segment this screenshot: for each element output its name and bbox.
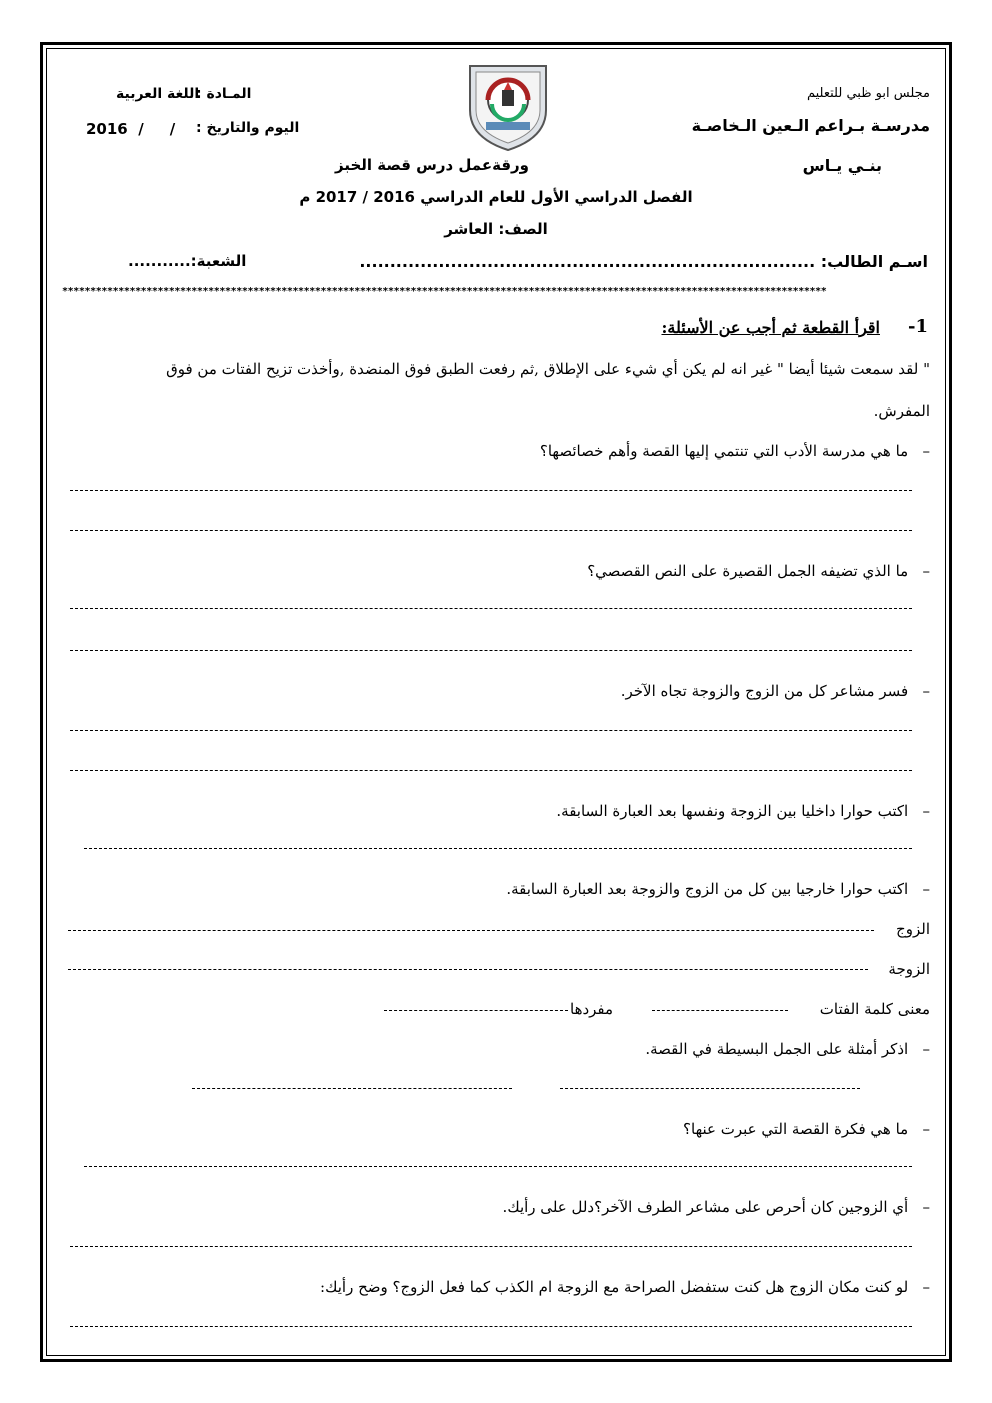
question-item-4: [556, 802, 930, 820]
meaning-answer-line[interactable]: [652, 1010, 788, 1011]
question-text: اكتب حوارا داخليا بين الزوجة ونفسها بعد العبارة السابقة.: [556, 802, 909, 820]
answer-line[interactable]: [84, 848, 912, 849]
question-text: اكتب حوارا خارجيا بين كل من الزوج والزوجة بعد العبارة السابقة.: [506, 880, 909, 898]
answer-line[interactable]: [70, 530, 912, 531]
date-label: اليوم والتاريخ :: [196, 120, 300, 136]
question-text: لو كنت مكان الزوج هل كنت ستفضل الصراحة مع الزوجة ام الكذب كما فعل الزوج؟ وضح رأيك:: [320, 1278, 909, 1296]
answer-line[interactable]: [70, 490, 912, 491]
question-title: اقرأ القطعة ثم أجب عن الأسئلة:: [661, 318, 880, 337]
section-field: الشعبة:...........: [128, 252, 247, 270]
bullet-dash: –: [922, 1278, 930, 1296]
student-name-field: اسـم الطالب: ...........................................................................: [359, 252, 928, 271]
answer-line[interactable]: [70, 770, 912, 771]
answer-line[interactable]: [84, 1166, 912, 1167]
worksheet-title: ورقةعمل درس قصة الخبز: [334, 156, 529, 174]
term-label: الفصل الدراسي الأول للعام الدراسي 2016 / 2017 م: [299, 188, 693, 206]
divider-stars: ****************************************************************************************************************************************: [62, 286, 827, 297]
answer-line[interactable]: [70, 608, 912, 609]
school-location: بنـي يـاس: [802, 156, 882, 175]
bullet-dash: –: [922, 1198, 930, 1216]
passage-line-2: المفرش.: [873, 402, 930, 420]
question-item-1: [540, 442, 930, 460]
answer-line[interactable]: [70, 1326, 912, 1327]
bullet-dash: –: [922, 802, 930, 820]
question-text: ما الذي تضيفه الجمل القصيرة على النص القصصي؟: [587, 562, 909, 580]
question-text: أي الزوجين كان أحرص على مشاعر الطرف الآخر؟دلل على رأيك.: [502, 1198, 909, 1216]
bullet-dash: –: [922, 442, 930, 460]
question-text: اذكر أمثلة على الجمل البسيطة في القصة.: [645, 1040, 909, 1058]
meaning-label: معنى كلمة الفتات: [819, 1000, 930, 1018]
page-border-inner: [46, 48, 946, 1356]
wife-label: الزوجة: [888, 960, 930, 978]
bullet-dash: –: [922, 1120, 930, 1138]
subject-label: المـادة :: [196, 86, 252, 102]
bullet-dash: –: [922, 562, 930, 580]
council-name: مجلس ابو ظبي للتعليم: [806, 86, 930, 101]
bullet-dash: –: [922, 682, 930, 700]
answer-line[interactable]: [560, 1088, 860, 1089]
school-name: مدرسـة بـراعم الـعين الـخاصـة: [691, 116, 930, 135]
question-item-7: [683, 1120, 930, 1138]
question-item-6: [645, 1040, 930, 1058]
answer-line[interactable]: [70, 1246, 912, 1247]
bullet-dash: –: [922, 880, 930, 898]
wife-answer-line[interactable]: [68, 969, 868, 970]
singular-answer-line[interactable]: [384, 1010, 568, 1011]
answer-line[interactable]: [192, 1088, 512, 1089]
question-text: ما هي مدرسة الأدب التي تنتمي إليها القصة وأهم خصائصها؟: [539, 442, 909, 460]
date-value: 2016 / /: [86, 120, 176, 138]
grade-label: الصف: العاشر: [444, 220, 548, 238]
question-text: ما هي فكرة القصة التي عبرت عنها؟: [683, 1120, 909, 1138]
subject-value: اللغة العربية: [116, 86, 200, 102]
husband-answer-line[interactable]: [68, 930, 874, 931]
question-text: فسر مشاعر كل من الزوج والزوجة تجاه الآخر.: [620, 682, 909, 700]
question-item-9: [320, 1278, 930, 1296]
singular-label: مفردها: [570, 1000, 614, 1018]
question-item-8: [503, 1198, 930, 1216]
question-item-2: [587, 562, 930, 580]
bullet-dash: –: [922, 1040, 930, 1058]
answer-line[interactable]: [70, 730, 912, 731]
husband-label: الزوج: [896, 920, 930, 938]
passage-line-1: " لقد سمعت شيئا أيضا " غير انه لم يكن أي شيء على الإطلاق ,ثم رفعت الطبق فوق المنضدة ,وأخذت تزيح الفتات من فوق: [166, 360, 930, 378]
question-number: 1-: [907, 316, 928, 337]
question-item-5: [506, 880, 930, 898]
school-emblem: [466, 60, 550, 152]
question-item-3: [621, 682, 930, 700]
answer-line[interactable]: [70, 650, 912, 651]
